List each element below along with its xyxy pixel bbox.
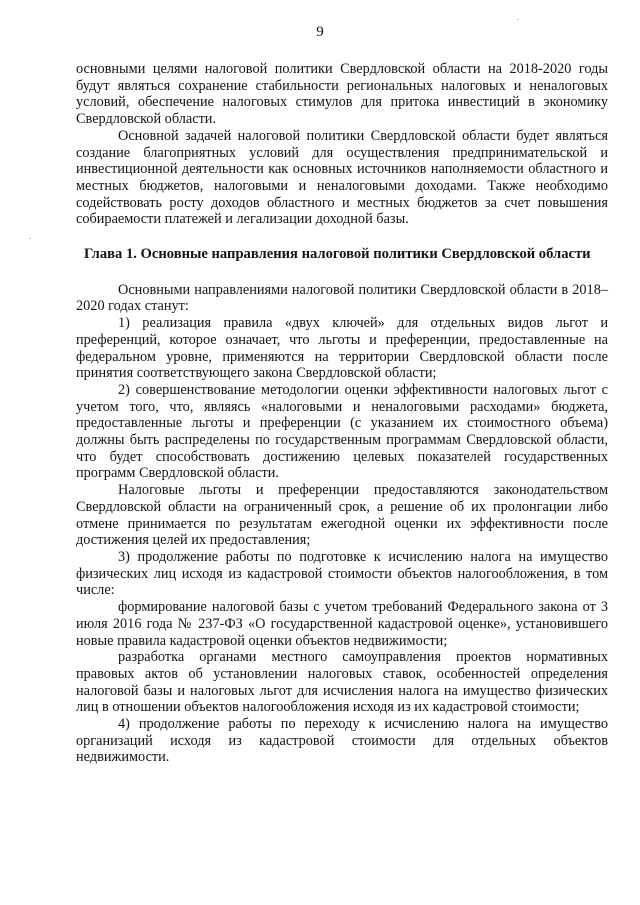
sub-item: формирование налоговой базы с учетом требований Федерального закона от 3 июля 2016 года № 237-ФЗ «О государственной кадастровой оценке», установившего новые правила кадастровой оценки объектов недвижимости;: [76, 599, 608, 649]
page-number: 9: [316, 24, 324, 40]
document-body: [76, 61, 608, 766]
body-paragraph: Основной задачей налоговой политики Свердловской области будет являться создание благоприятных условий для осуществления предпринимательской и инвестиционной деятельности как основных источников наполняемости областного и местных бюджетов, налоговыми и неналоговыми доходами. Также необходимо содействовать росту доходов областного и местных бюджетов за счет повышения собираемости платежей и легализации доходной базы.: [76, 127, 608, 228]
chapter-heading: Глава 1. Основные направления налоговой политики Свердловской области: [84, 246, 591, 263]
body-paragraph: Основными направлениями налоговой политики Свердловской области в 2018–2020 годах станут:: [76, 281, 608, 315]
list-item: 3) продолжение работы по подготовке к исчислению налога на имущество физических лиц исходя из кадастровой стоимости объектов налогообложения, в том числе:: [76, 548, 608, 599]
sub-item: разработка органами местного самоуправления проектов нормативных правовых актов об установлении налоговых ставок, особенностей определения налоговой базы и налоговых льгот для исчисления налога на имущество физических лиц в отношении объектов налогообложения исходя из их кадастровой стоимости;: [76, 649, 608, 716]
body-paragraph: основными целями налоговой политики Свердловской области на 2018-2020 годы будут являться сохранение стабильности региональных налоговых и неналоговых условий, обеспечение налоговых стимулов для притока инвестиций в экономику Свердловской области.: [76, 61, 608, 128]
list-item: 2) совершенствование методологии оценки эффективности налоговых льгот с учетом того, что, являясь «налоговыми и неналоговыми расходами» бюджета, предоставленные льготы и преференции (с указанием их стоимостного объема) должны быть распределены по государственным программам Свердловской области, что будет способствовать достижению целевых показателей государственных программ Свердловской области.: [76, 381, 608, 482]
list-item: 1) реализация правила «двух ключей» для отдельных видов льгот и преференций, которое означает, что льготы и преференции, предоставленные на федеральном уровне, применяются на территории Свердловской области после принятия соответствующего закона Свердловской области;: [76, 315, 608, 382]
list-item: 4) продолжение работы по переходу к исчислению налога на имущество организаций исходя из кадастровой стоимости для отдельных объектов недвижимости.: [76, 716, 608, 766]
scan-mark: ·: [28, 233, 32, 245]
scan-mark: ·: [516, 14, 520, 26]
body-paragraph: Налоговые льготы и преференции предоставляются законодательством Свердловской области на ограниченный срок, а решение об их пролонгации либо отмене принимается по результатам ежегодной оценки их эффективности после достижения целей их предоставления;: [76, 482, 608, 549]
